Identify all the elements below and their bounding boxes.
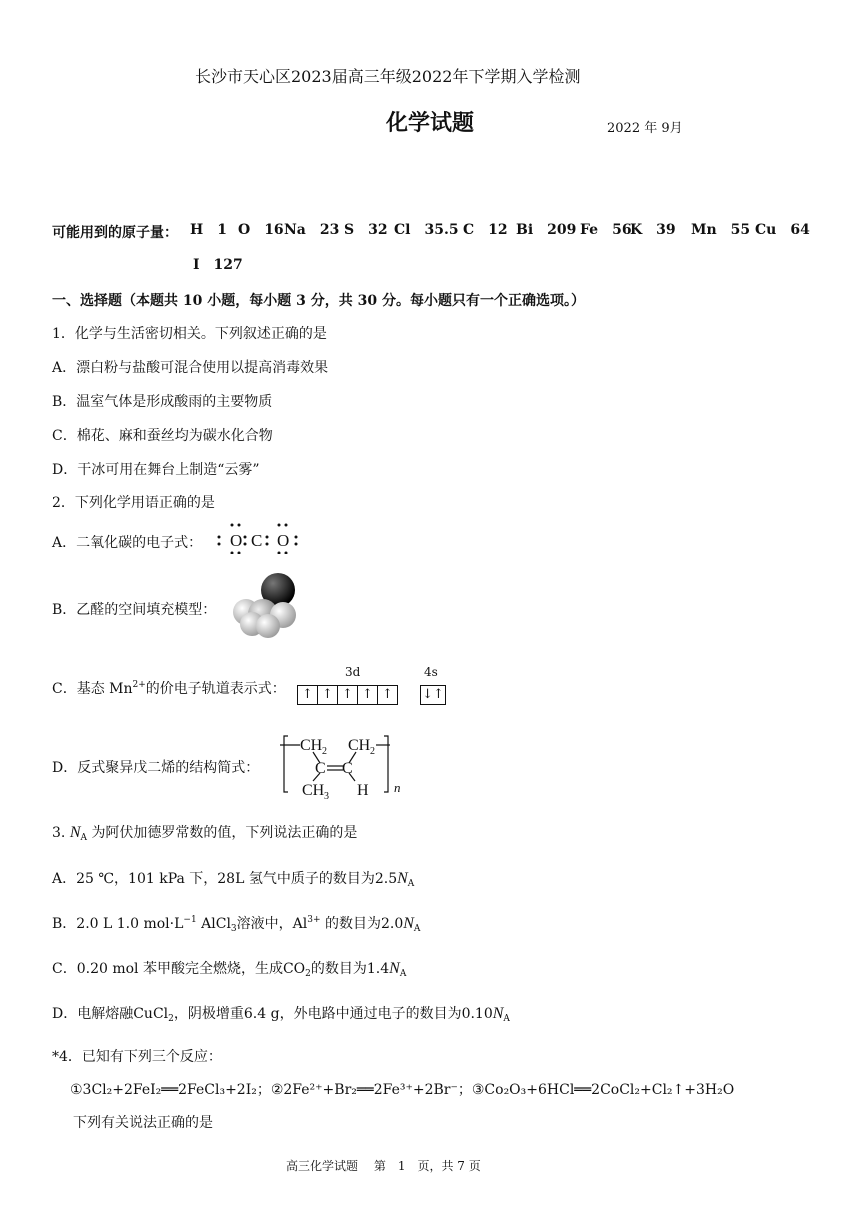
atomic-mass-item: Cl 35.5	[394, 222, 459, 238]
svg-text:CH: CH	[302, 782, 325, 799]
page-footer: 高三化学试题 第 1 页，共 7 页	[286, 1159, 481, 1173]
q2-option-a: A．二氧化碳的电子式：	[52, 535, 203, 551]
svg-text:CH: CH	[300, 737, 323, 754]
svg-text:2: 2	[322, 746, 327, 757]
svg-text:CH: CH	[348, 737, 371, 754]
repeat-n-label: n	[394, 780, 401, 795]
orbital-3d-label: 3d	[345, 665, 361, 679]
svg-text:3: 3	[324, 791, 329, 800]
atomic-mass-item: S 32	[344, 222, 388, 238]
svg-text:C: C	[251, 531, 263, 550]
subject-title: 化学试题	[386, 111, 475, 136]
q3-option-c: C．0.20 mol 苯甲酸完全燃烧，生成$CO_2$的数目为$1.4N_A$	[52, 960, 407, 979]
atomic-mass-item: O 16	[238, 222, 284, 238]
exam-title: 长沙市天心区2023届高三年级2022年下学期入学检测	[195, 67, 581, 86]
atomic-mass-item: Mn 55	[691, 222, 751, 238]
q1-option-d: D．干冰可用在舞台上制造“云雾”	[52, 462, 260, 478]
orbital-4s-box: ↓↑	[420, 685, 445, 705]
acetaldehyde-space-filling-model	[230, 570, 302, 640]
exam-date: 2022 年 9月	[607, 121, 683, 136]
atomic-mass-item: H 1	[190, 222, 227, 238]
atomic-mass-item: Na 23	[284, 222, 340, 238]
orbital-4s-label: 4s	[424, 665, 438, 679]
section-title: 一、选择题（本题共 10 小题，每小题 3 分，共 30 分。每小题只有一个正确选项。）	[52, 293, 585, 309]
q4-follow: 下列有关说法正确的是	[73, 1115, 213, 1131]
co2-electron-formula	[214, 520, 300, 554]
atomic-mass-item: Bi 209	[516, 222, 577, 238]
trans-polyisoprene-structure	[280, 728, 410, 800]
svg-text:H: H	[357, 782, 369, 799]
q4-reactions: ①3Cl₂+2FeI₂══2FeCl₃+2I₂；②2Fe²⁺+Br₂══2Fe³⁺+2Br⁻；③Co₂O₃+6HCl══2CoCl₂+Cl₂↑+3H₂O	[70, 1082, 735, 1098]
q3-option-a: A．25 ℃，101 kPa 下，28L 氢气中质子的数目为$2.5N_A$	[52, 870, 415, 889]
question-1-stem: 1．化学与生活密切相关。下列叙述正确的是	[52, 326, 327, 342]
q2-option-c: C．基态 $Mn^{2+}$的价电子轨道表示式：	[52, 680, 286, 697]
atomic-mass-item: C 12	[463, 222, 508, 238]
q3-option-d: D．电解熔融CuCl$_2$，阴极增重6.4 g，外电路中通过电子的数目为$0.10N_A$	[52, 1005, 510, 1024]
q1-option-b: B．温室气体是形成酸雨的主要物质	[52, 394, 273, 410]
atomic-mass-item: I 127	[193, 257, 243, 273]
question-3-stem: 3. $N_A$ 为阿伏加德罗常数的值，下列说法正确的是	[52, 824, 358, 843]
atomic-masses-label: 可能用到的原子量：	[52, 225, 178, 241]
q1-option-a: A．漂白粉与盐酸可混合使用以提高消毒效果	[52, 360, 329, 376]
q2-option-b: B．乙醛的空间填充模型：	[52, 602, 217, 618]
question-2-stem: 2．下列化学用语正确的是	[52, 495, 215, 511]
atomic-mass-item: Fe 56	[580, 222, 632, 238]
svg-text:2: 2	[370, 746, 375, 757]
question-4-stem: *4．已知有下列三个反应：	[52, 1049, 222, 1065]
svg-text:C: C	[342, 760, 353, 777]
orbital-3d-boxes: ↑ ↑ ↑ ↑ ↑	[297, 685, 397, 705]
atomic-mass-item: Cu 64	[755, 222, 810, 238]
svg-text:O: O	[277, 531, 290, 550]
svg-text:O: O	[230, 531, 243, 550]
q3-option-b: B．2.0 L 1.0 $mol\cdot L^{-1}$ AlCl$_3$溶液中，$Al^{3+}$ 的数目为$2.0N_A$	[52, 915, 421, 934]
svg-text:C: C	[315, 760, 326, 777]
atomic-mass-item: K 39	[630, 222, 676, 238]
q2-option-d: D．反式聚异戊二烯的结构简式：	[52, 760, 260, 776]
q1-option-c: C．棉花、麻和蚕丝均为碳水化合物	[52, 428, 273, 444]
